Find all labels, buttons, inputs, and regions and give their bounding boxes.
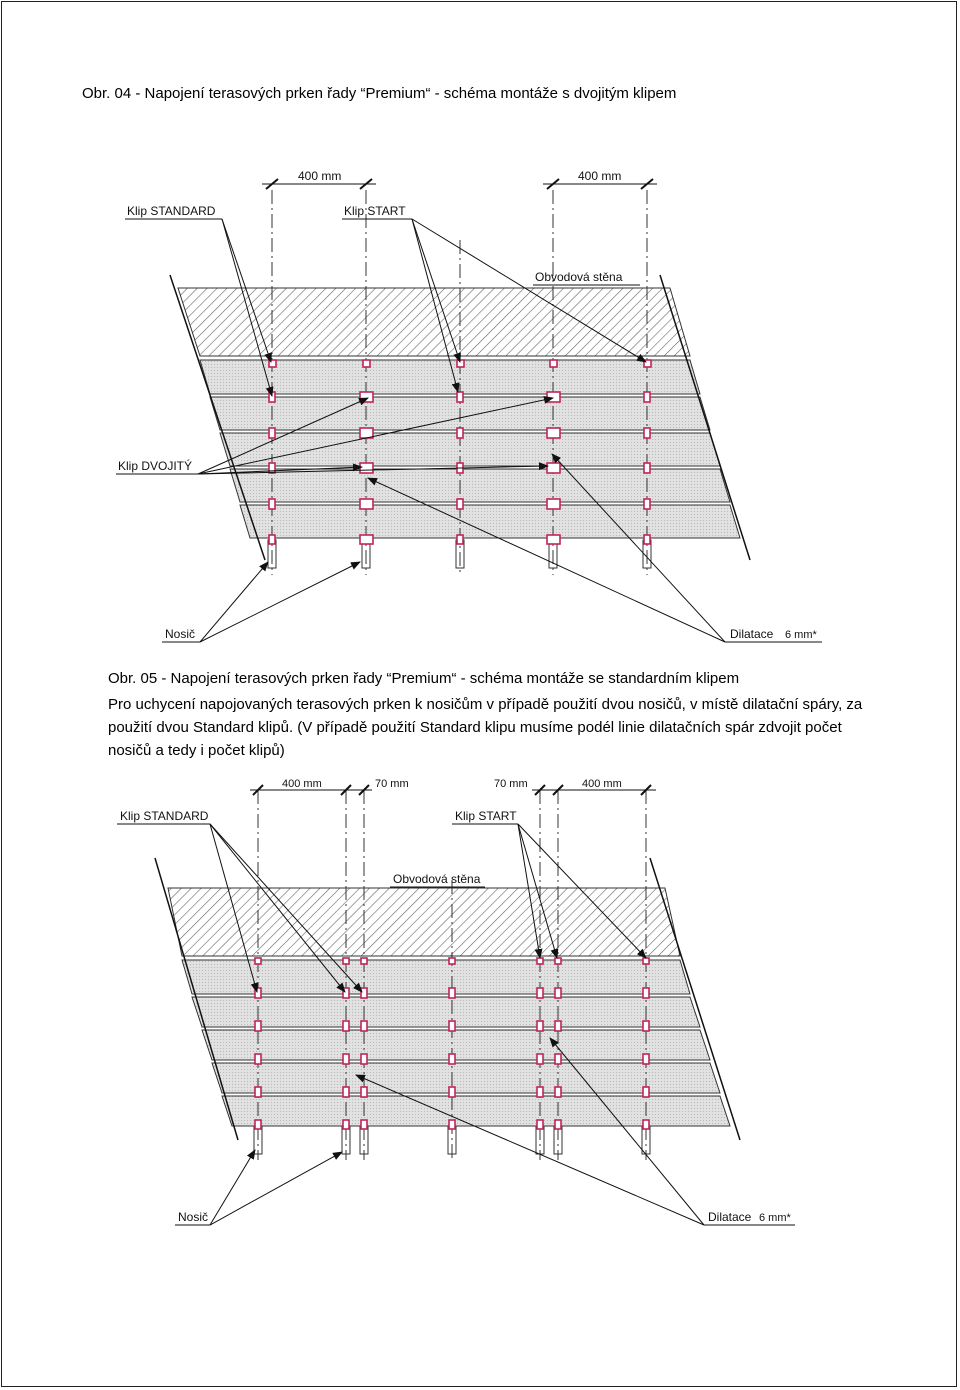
dimension-label: 400 mm bbox=[298, 169, 342, 183]
figure-caption-04: Obr. 04 - Napojení terasových prken řady “Premium“ - schéma montáže s dvojitým klipem bbox=[82, 85, 677, 102]
dimension-label: 70 mm bbox=[375, 778, 409, 790]
clip bbox=[537, 988, 543, 998]
clip bbox=[343, 1087, 349, 1097]
label-obvodova-stena: Obvodová stěna bbox=[393, 872, 481, 886]
clip bbox=[449, 1087, 455, 1097]
clip bbox=[449, 1021, 455, 1031]
clip bbox=[361, 1054, 367, 1064]
label-nosic: Nosič bbox=[178, 1210, 209, 1224]
clip bbox=[255, 958, 261, 964]
clip bbox=[343, 1021, 349, 1031]
clip bbox=[255, 1087, 261, 1097]
clip bbox=[643, 1120, 649, 1129]
clip bbox=[555, 1054, 561, 1064]
clip bbox=[361, 1120, 367, 1129]
label-obvodova-stena: Obvodová stěna bbox=[535, 270, 623, 284]
clip bbox=[643, 1054, 649, 1064]
clip bbox=[643, 1087, 649, 1097]
dimension-label: 400 mm bbox=[582, 778, 622, 790]
board-2 bbox=[192, 997, 700, 1027]
clip bbox=[361, 988, 367, 998]
clip bbox=[343, 958, 349, 964]
clip bbox=[537, 1021, 543, 1031]
clip bbox=[361, 1087, 367, 1097]
clip bbox=[537, 1120, 543, 1129]
label-dilatace-value: 6 mm* bbox=[759, 1212, 791, 1224]
clip bbox=[643, 1021, 649, 1031]
dimension-label: 70 mm bbox=[494, 778, 528, 790]
board-5 bbox=[222, 1096, 730, 1126]
clip bbox=[449, 1054, 455, 1064]
clip bbox=[343, 1054, 349, 1064]
clip bbox=[555, 1021, 561, 1031]
clip bbox=[555, 958, 561, 964]
clip bbox=[255, 1021, 261, 1031]
dimension-label: 400 mm bbox=[578, 169, 622, 183]
clip bbox=[361, 958, 367, 964]
clip bbox=[343, 1120, 349, 1129]
clip bbox=[255, 1120, 261, 1129]
label-klip-start: Klip START bbox=[455, 809, 517, 823]
wall-hatch bbox=[168, 888, 680, 956]
arrow bbox=[210, 1150, 255, 1225]
clip bbox=[555, 1120, 561, 1129]
label-klip-standard: Klip STANDARD bbox=[127, 204, 216, 218]
clip bbox=[537, 958, 543, 964]
clip bbox=[537, 1087, 543, 1097]
clip bbox=[449, 958, 455, 964]
arrow bbox=[210, 1152, 342, 1225]
clip bbox=[555, 1087, 561, 1097]
label-klip-standard: Klip STANDARD bbox=[120, 809, 209, 823]
clip bbox=[643, 988, 649, 998]
clip bbox=[449, 1120, 455, 1129]
clip bbox=[537, 1054, 543, 1064]
clip bbox=[361, 1021, 367, 1031]
label-klip-dvojity: Klip DVOJITÝ bbox=[118, 459, 193, 473]
description-paragraph: Pro uchycení napojovaných terasových prken k nosičům v případě použití dvou nosičů, v místě dilatační spáry, za použití dvou Standard klipů. (V případě použití Standard klipu musíme podél linie dilatačních spár zdvojit počet nosičů a tedy i počet klipů) bbox=[108, 696, 863, 759]
label-dilatace: Dilatace bbox=[730, 627, 774, 641]
label-dilatace-value: 6 mm* bbox=[785, 629, 817, 641]
clip bbox=[555, 988, 561, 998]
label-nosic: Nosič bbox=[165, 627, 196, 641]
board-3 bbox=[202, 1030, 710, 1060]
dimension-label: 400 mm bbox=[282, 778, 322, 790]
figure-caption-05: Obr. 05 - Napojení terasových prken řady “Premium“ - schéma montáže se standardním klipem bbox=[108, 670, 740, 687]
clip bbox=[255, 1054, 261, 1064]
clip bbox=[643, 958, 649, 964]
label-dilatace: Dilatace bbox=[708, 1210, 752, 1224]
clip bbox=[449, 988, 455, 998]
label-klip-start: Klip START bbox=[344, 204, 406, 218]
clip bbox=[343, 988, 349, 998]
